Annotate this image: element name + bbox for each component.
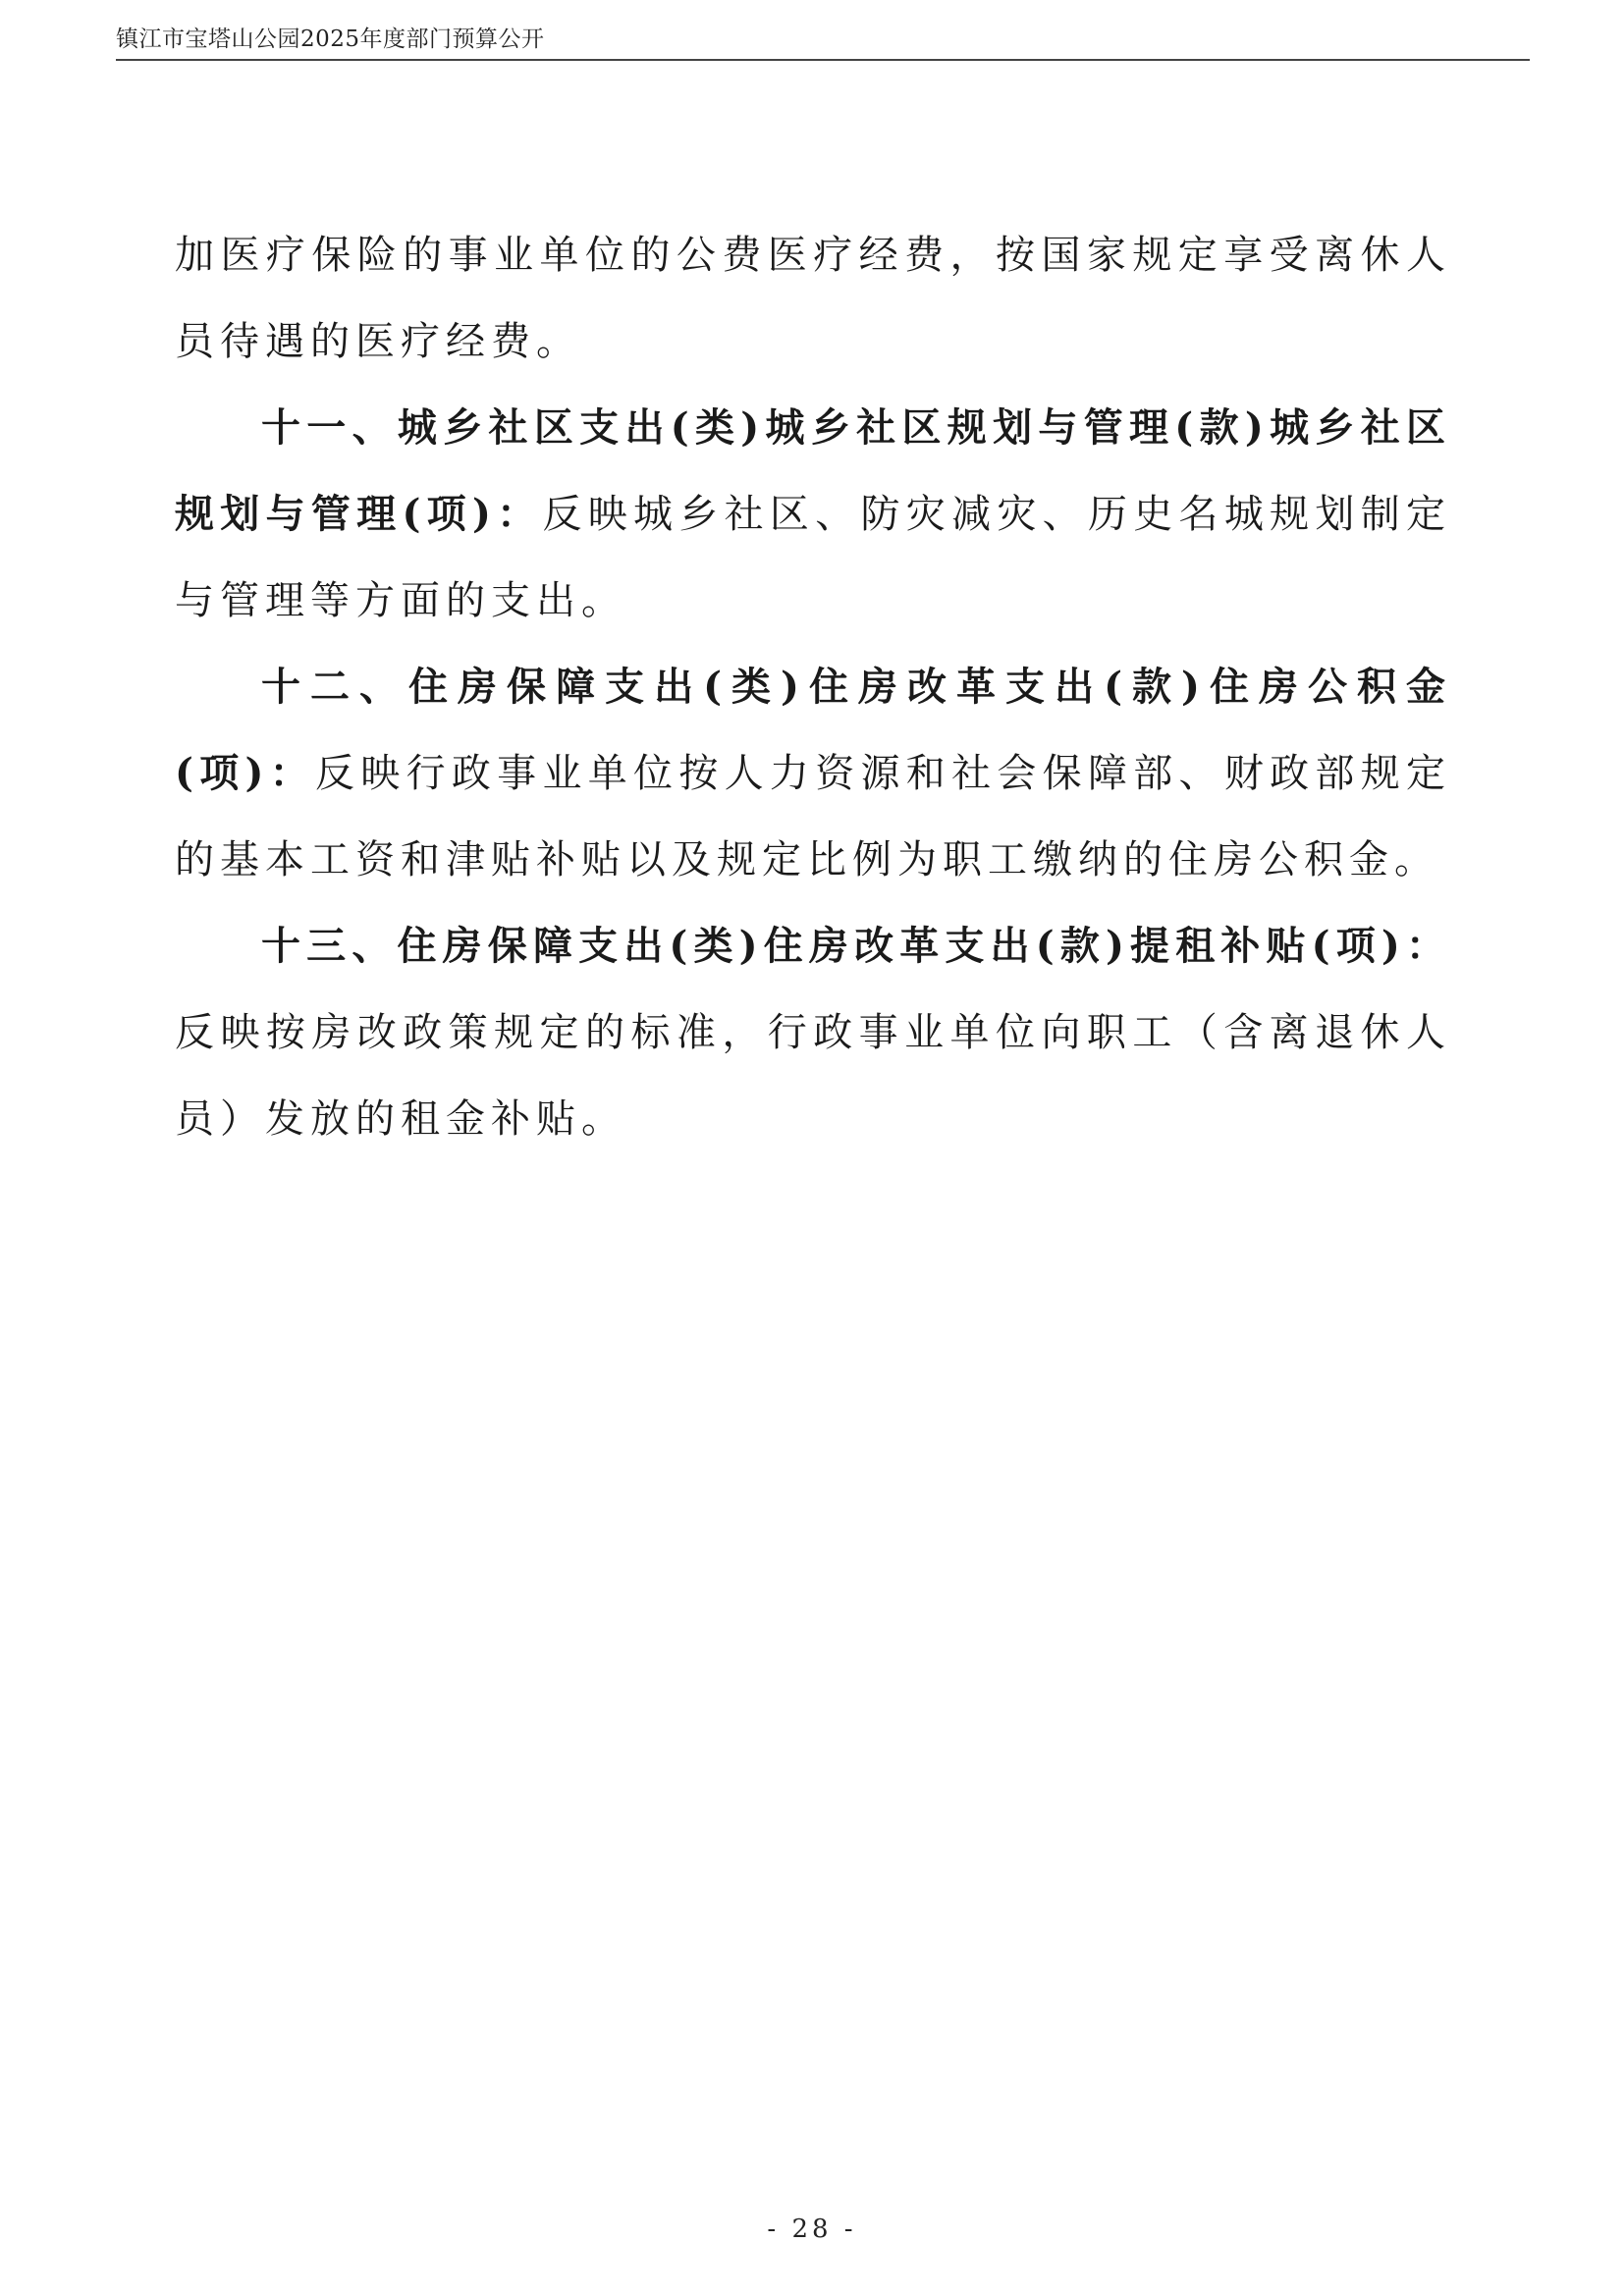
paragraph-text: 反映城乡社区、防灾减灾、历史名城规划制定与管理等方面的支出。 — [175, 492, 1451, 623]
header-title: 镇江市宝塔山公园2025年度部门预算公开 — [116, 27, 545, 52]
paragraph-continuation — [175, 212, 1451, 385]
paragraph-urban-planning — [175, 385, 1451, 644]
paragraph-text: 反映按房改政策规定的标准，行政事业单位向职工（含离退休人员）发放的租金补贴。 — [175, 1010, 1451, 1142]
paragraph-housing-fund — [175, 644, 1451, 903]
paragraph-heading: 十一、城乡社区支出(类)城乡社区规划与管理(款)城乡社区规划与管理(项)： — [175, 404, 1451, 537]
paragraph-heading: 十三、住房保障支出(类)住房改革支出(款)提租补贴(项)： — [261, 923, 1451, 969]
paragraph-rent-subsidy — [175, 903, 1451, 1162]
paragraph-text: 反映行政事业单位按人力资源和社会保障部、财政部规定的基本工资和津贴补贴以及规定比例为职工缴纳的住房公积金。 — [175, 751, 1451, 882]
paragraph-text: 加医疗保险的事业单位的公费医疗经费，按国家规定享受离休人员待遇的医疗经费。 — [175, 233, 1451, 364]
paragraph-heading: 十二、住房保障支出(类)住房改革支出(款)住房公积金(项)： — [175, 664, 1451, 796]
page-number: - 28 - — [767, 2215, 857, 2244]
document-body — [175, 212, 1451, 1162]
page-header — [116, 22, 1530, 61]
